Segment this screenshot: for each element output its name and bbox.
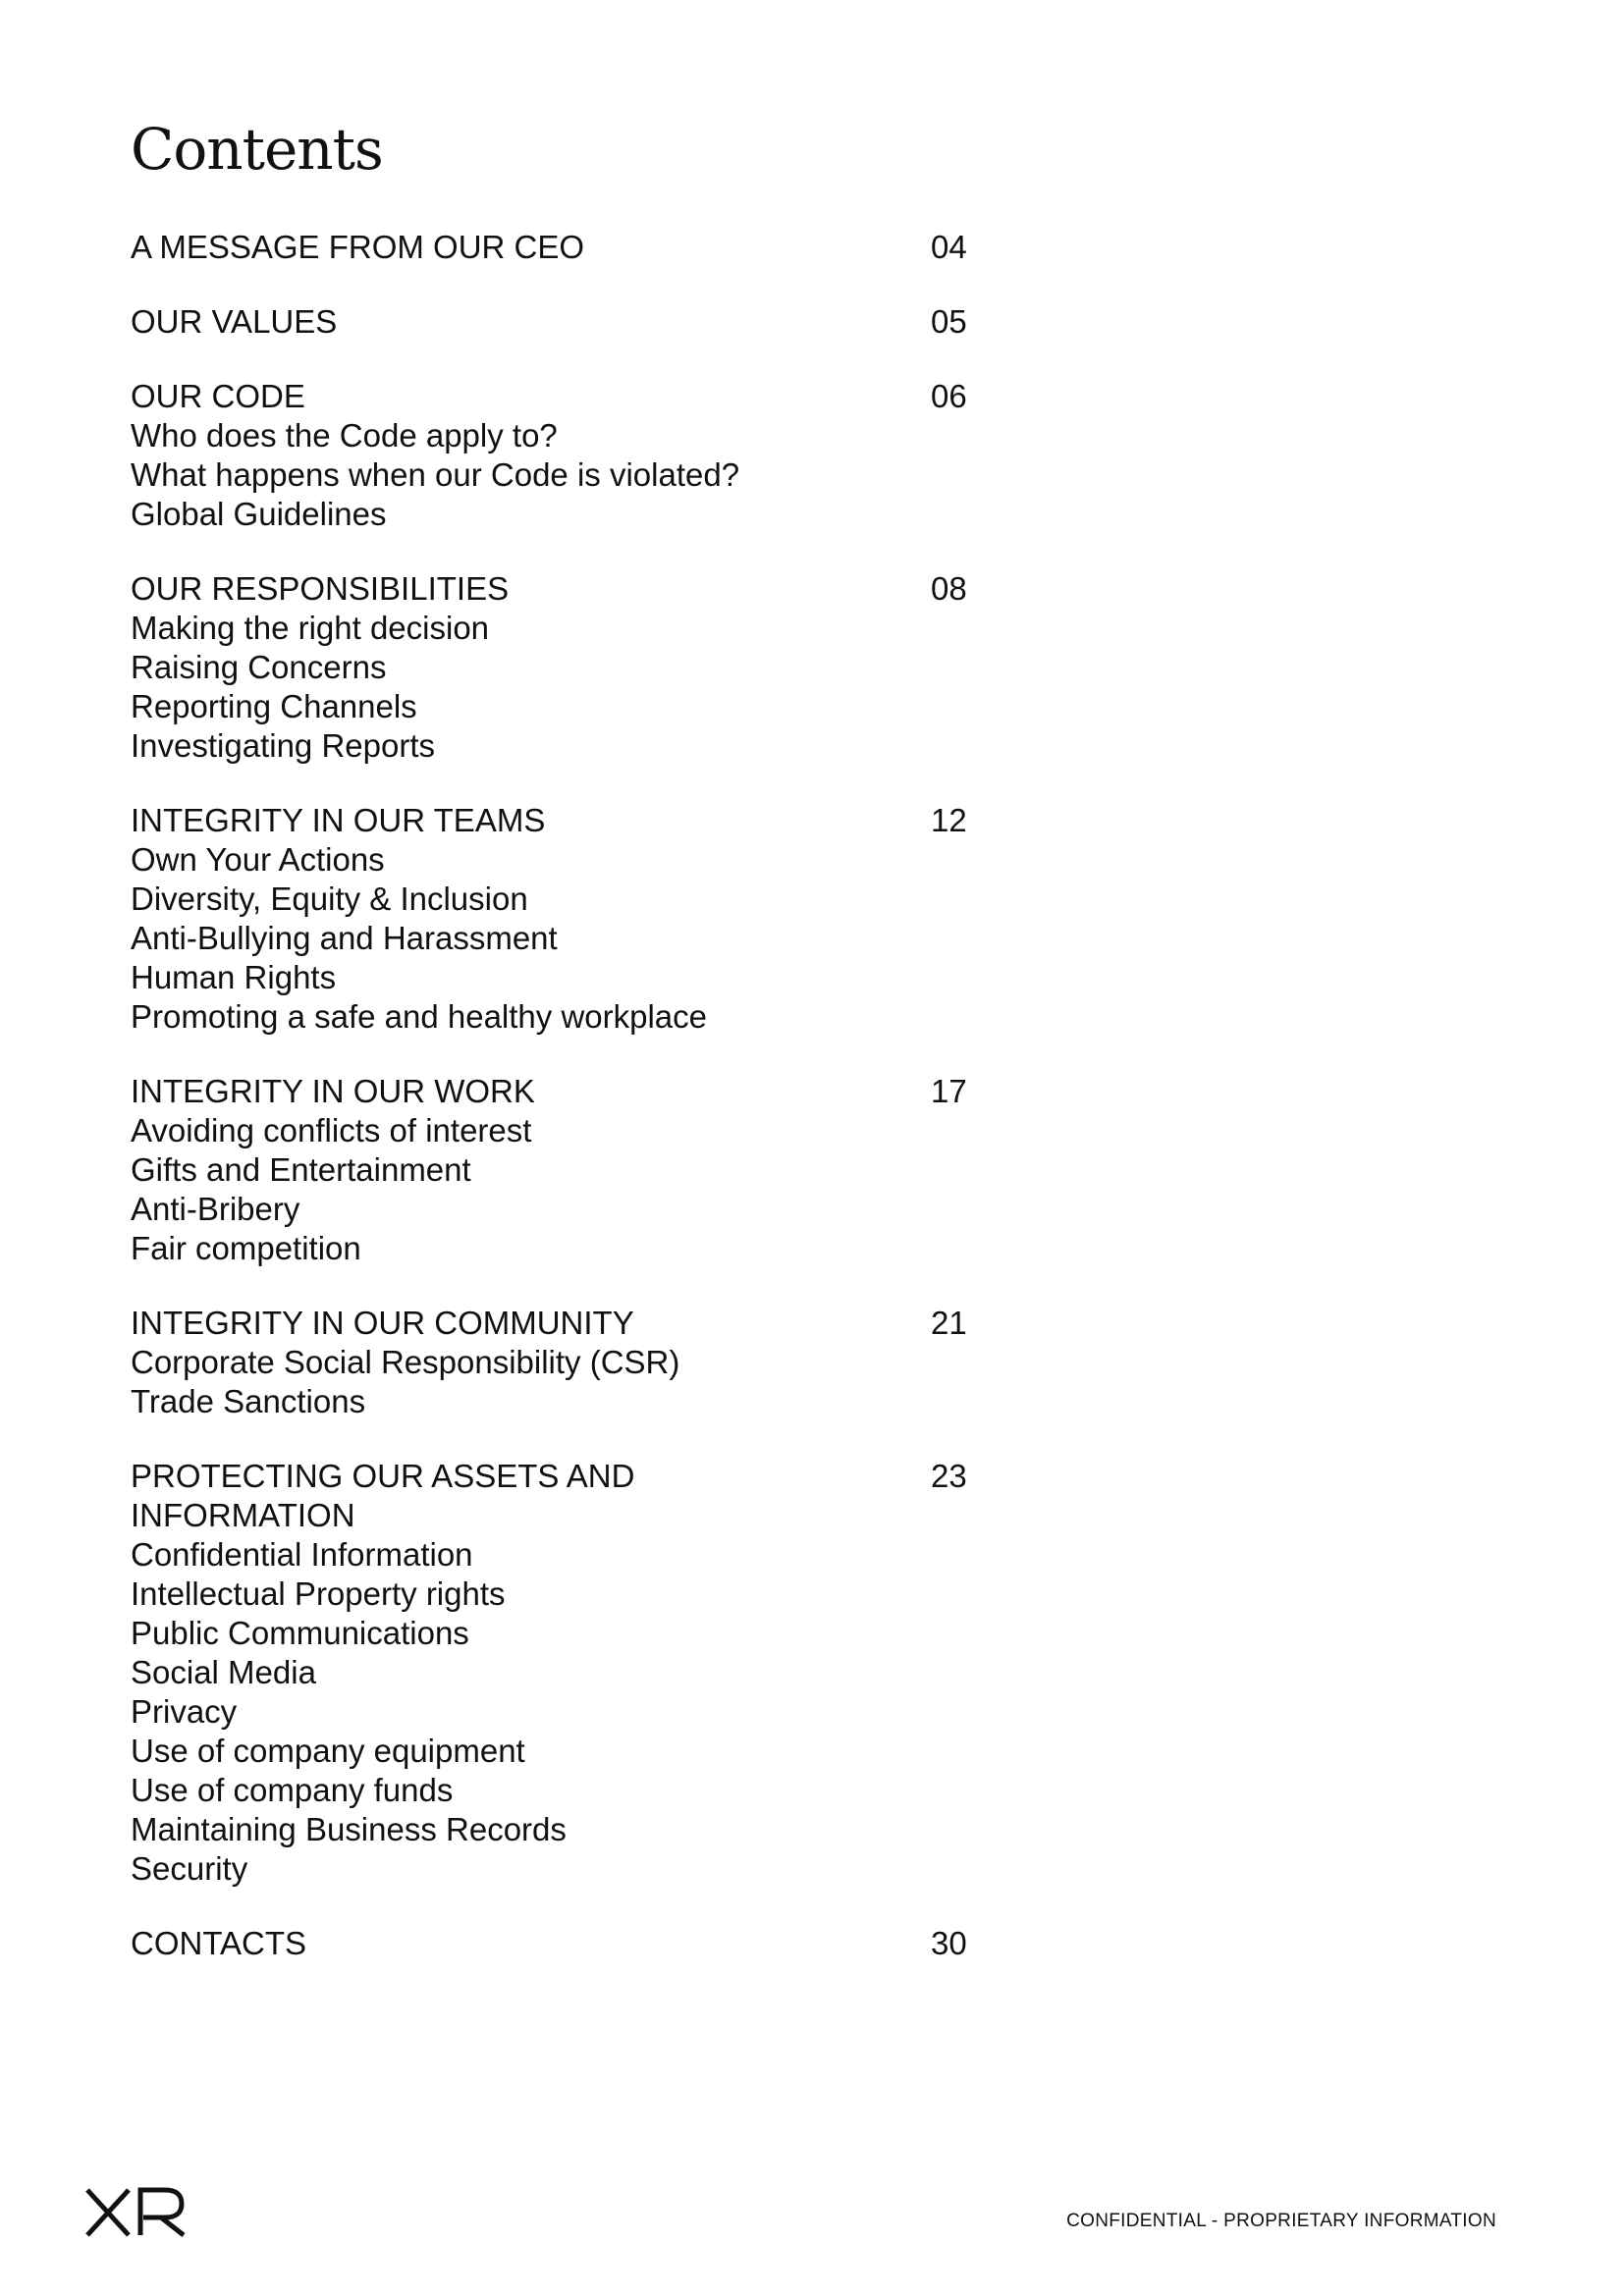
toc-subitem[interactable]: Fair competition bbox=[131, 1230, 361, 1266]
toc-page-number[interactable]: 04 bbox=[931, 229, 967, 265]
toc-section bbox=[131, 569, 1014, 766]
toc-section-heading[interactable]: OUR CODE bbox=[131, 378, 305, 414]
table-of-contents bbox=[131, 228, 1014, 1999]
toc-page-number[interactable]: 06 bbox=[931, 378, 967, 414]
toc-section bbox=[131, 1304, 1014, 1421]
toc-subitem[interactable]: Social Media bbox=[131, 1654, 316, 1690]
page-title: Contents bbox=[131, 116, 383, 183]
toc-subitem[interactable]: Trade Sanctions bbox=[131, 1383, 366, 1419]
toc-subitem[interactable]: Maintaining Business Records bbox=[131, 1811, 567, 1847]
toc-page-number[interactable]: 08 bbox=[931, 570, 967, 607]
toc-subitem[interactable]: Use of company funds bbox=[131, 1772, 454, 1808]
toc-subitem[interactable]: Reporting Channels bbox=[131, 688, 417, 724]
toc-page-number[interactable]: 17 bbox=[931, 1073, 967, 1109]
toc-subitem[interactable]: Security bbox=[131, 1850, 248, 1887]
toc-section-heading[interactable]: A MESSAGE FROM OUR CEO bbox=[131, 229, 585, 265]
toc-page-number[interactable]: 30 bbox=[931, 1925, 967, 1961]
toc-subitem[interactable]: Intellectual Property rights bbox=[131, 1575, 506, 1612]
xr-logo-icon bbox=[84, 2187, 189, 2238]
toc-subitem[interactable]: Public Communications bbox=[131, 1615, 469, 1651]
toc-section-heading[interactable]: PROTECTING OUR ASSETS AND INFORMATION bbox=[131, 1458, 635, 1533]
toc-page-number[interactable]: 23 bbox=[931, 1458, 967, 1494]
toc-subitem[interactable]: Human Rights bbox=[131, 959, 337, 995]
toc-subitem[interactable]: Corporate Social Responsibility (CSR) bbox=[131, 1344, 680, 1380]
toc-subitem[interactable]: Global Guidelines bbox=[131, 496, 387, 532]
toc-subitem[interactable]: Avoiding conflicts of interest bbox=[131, 1112, 532, 1148]
toc-section bbox=[131, 1072, 1014, 1268]
toc-page-number[interactable]: 21 bbox=[931, 1305, 967, 1341]
toc-subitem[interactable]: Raising Concerns bbox=[131, 649, 387, 685]
confidentiality-notice: CONFIDENTIAL - PROPRIETARY INFORMATION bbox=[1066, 2211, 1496, 2231]
toc-subitem[interactable]: Promoting a safe and healthy workplace bbox=[131, 998, 708, 1035]
toc-page-number[interactable]: 12 bbox=[931, 802, 967, 838]
toc-subitem[interactable]: Gifts and Entertainment bbox=[131, 1151, 471, 1188]
toc-subitem[interactable]: What happens when our Code is violated? bbox=[131, 456, 740, 493]
toc-section-heading[interactable]: OUR VALUES bbox=[131, 303, 338, 340]
toc-subitem[interactable]: Investigating Reports bbox=[131, 727, 436, 764]
toc-subitem[interactable]: Anti-Bribery bbox=[131, 1191, 300, 1227]
toc-section bbox=[131, 228, 1014, 267]
toc-section bbox=[131, 302, 1014, 342]
toc-section-heading[interactable]: INTEGRITY IN OUR WORK bbox=[131, 1073, 535, 1109]
toc-subitem[interactable]: Making the right decision bbox=[131, 610, 490, 646]
toc-subitem[interactable]: Anti-Bullying and Harassment bbox=[131, 920, 558, 956]
toc-section-heading[interactable]: CONTACTS bbox=[131, 1925, 307, 1961]
toc-subitem[interactable]: Confidential Information bbox=[131, 1536, 473, 1573]
toc-section-heading[interactable]: INTEGRITY IN OUR COMMUNITY bbox=[131, 1305, 634, 1341]
toc-subitem[interactable]: Use of company equipment bbox=[131, 1733, 525, 1769]
toc-subitem[interactable]: Who does the Code apply to? bbox=[131, 417, 558, 454]
toc-section bbox=[131, 1457, 1014, 1889]
toc-section bbox=[131, 801, 1014, 1037]
toc-section-heading[interactable]: INTEGRITY IN OUR TEAMS bbox=[131, 802, 546, 838]
toc-section bbox=[131, 1924, 1014, 1963]
toc-section-heading[interactable]: OUR RESPONSIBILITIES bbox=[131, 570, 510, 607]
toc-section bbox=[131, 377, 1014, 534]
toc-subitem[interactable]: Own Your Actions bbox=[131, 841, 385, 878]
toc-subitem[interactable]: Privacy bbox=[131, 1693, 238, 1730]
toc-page-number[interactable]: 05 bbox=[931, 303, 967, 340]
toc-subitem[interactable]: Diversity, Equity & Inclusion bbox=[131, 881, 528, 917]
